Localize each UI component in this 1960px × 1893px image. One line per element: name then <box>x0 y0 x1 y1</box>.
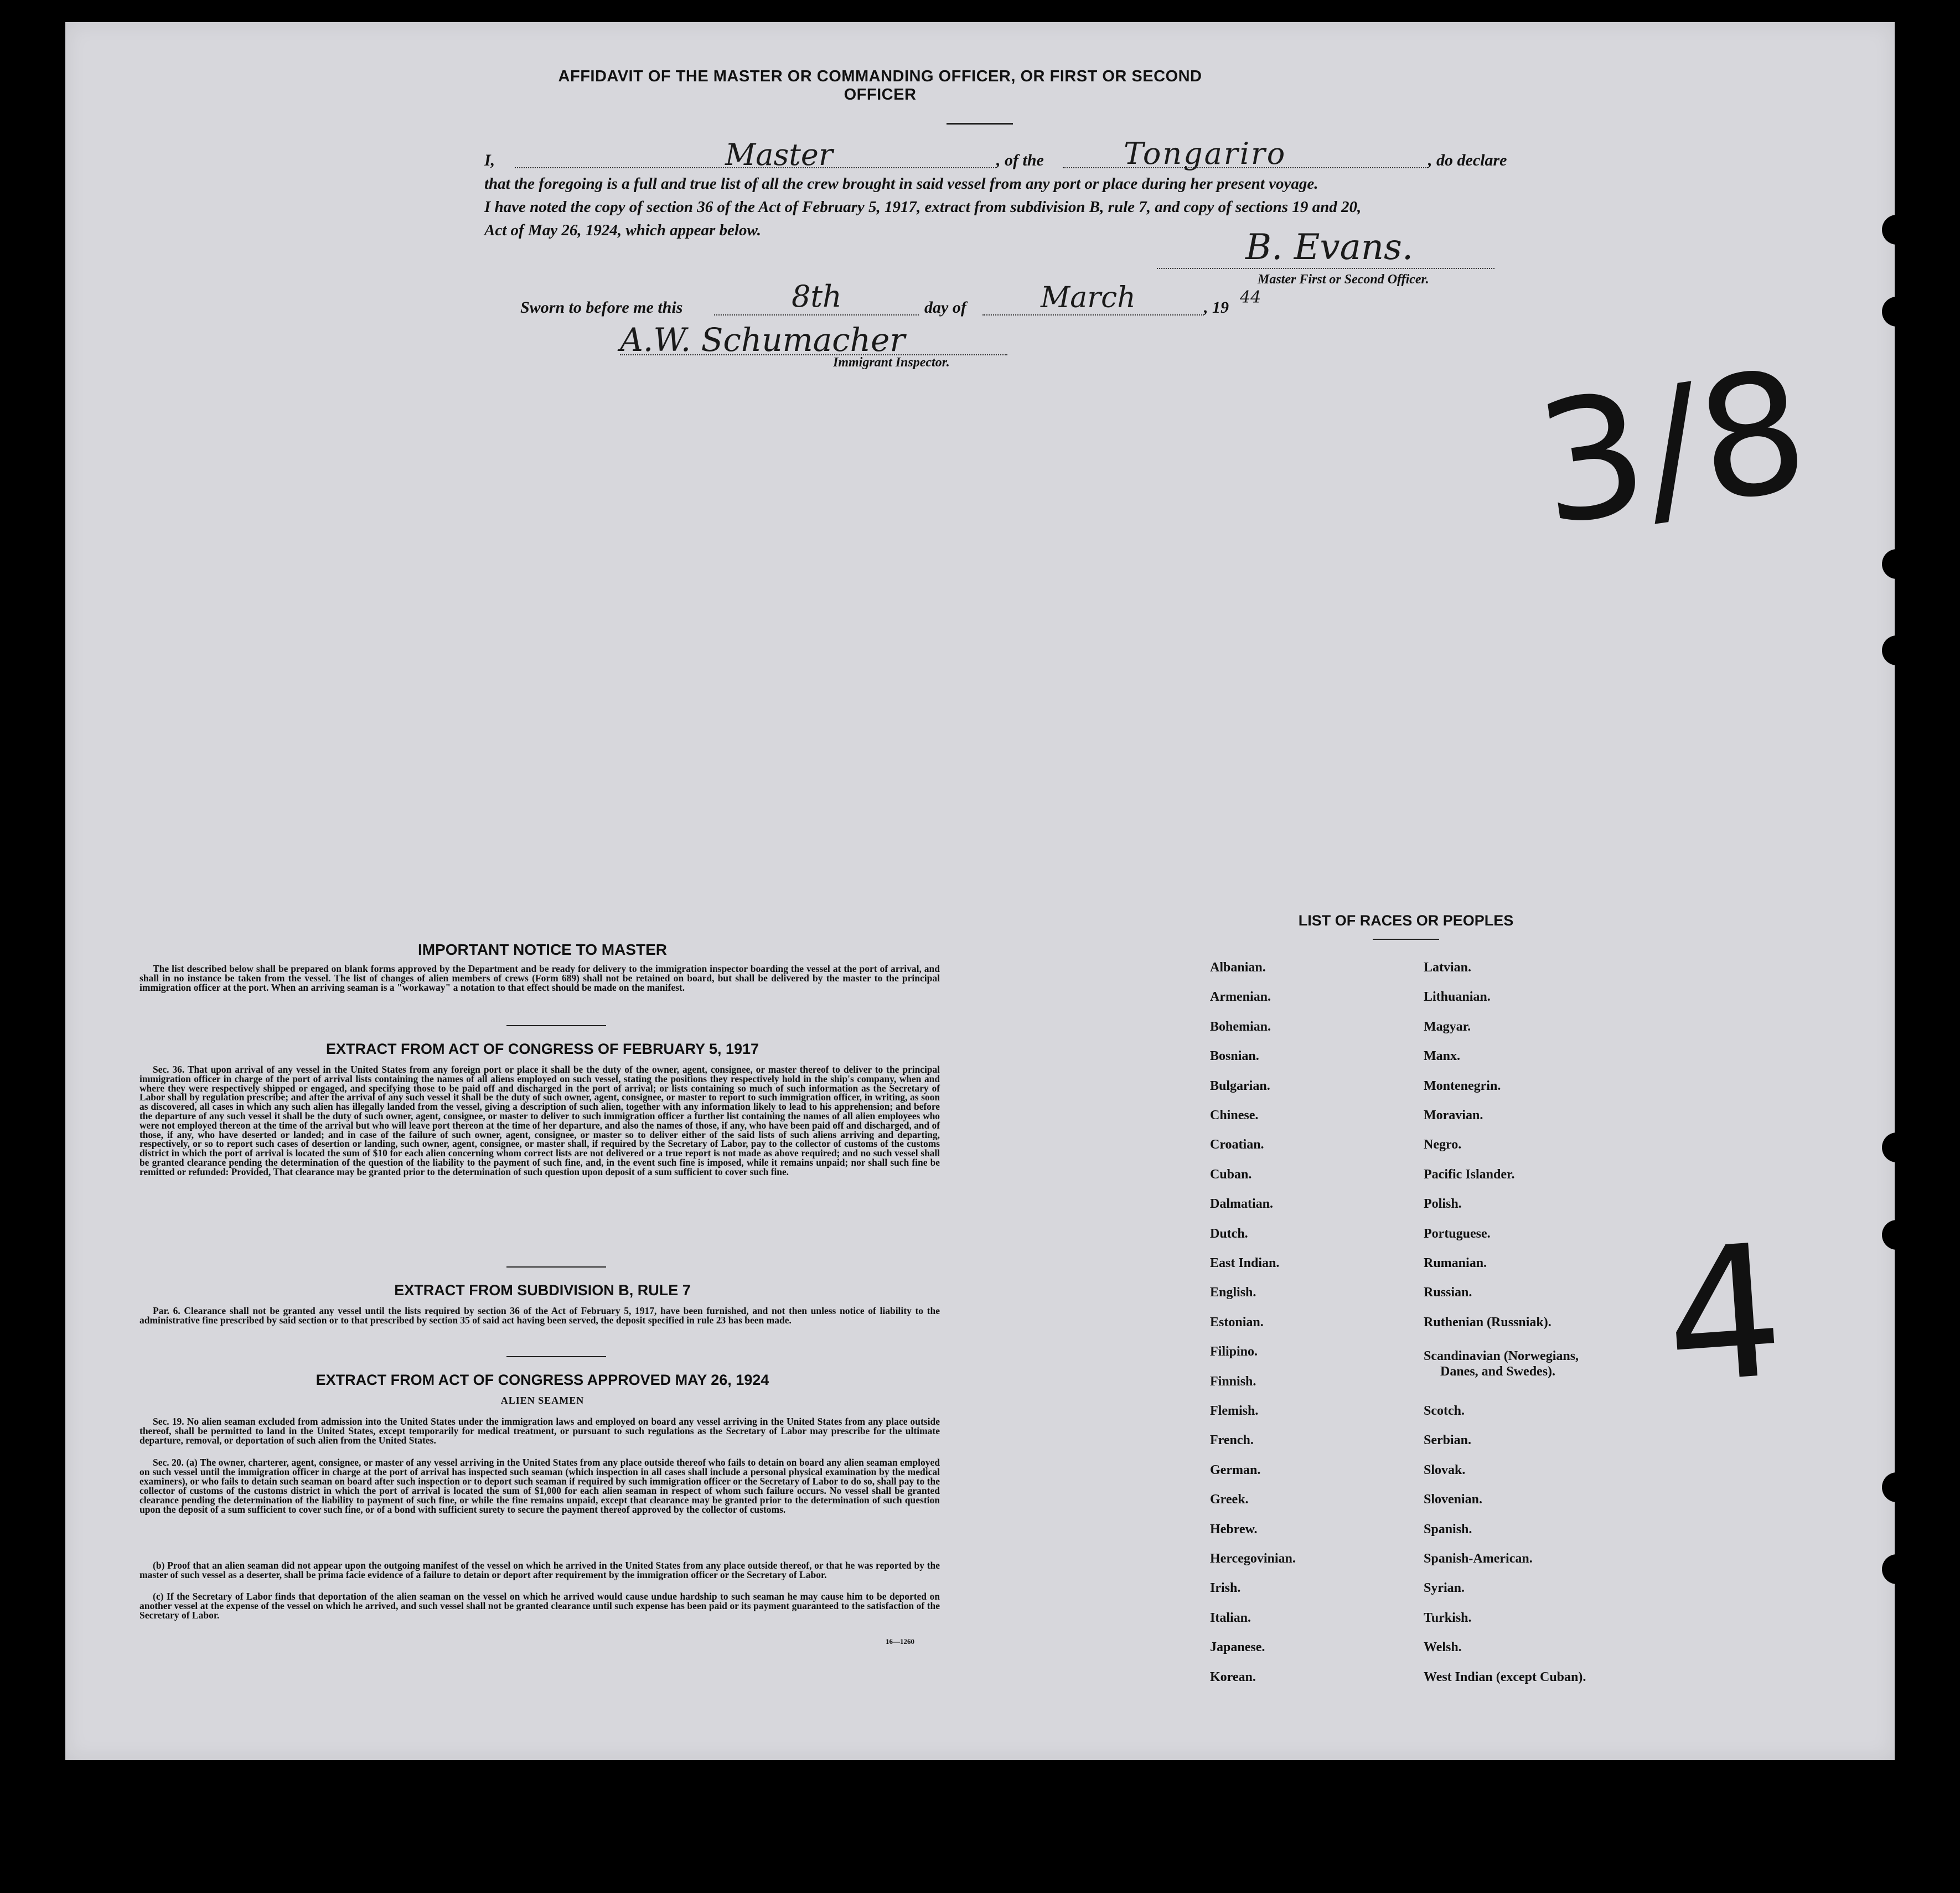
races-divider <box>1373 939 1439 940</box>
sworn-year: 44 <box>1240 288 1261 307</box>
title-divider <box>947 123 1013 125</box>
sworn-year-prefix: , 19 <box>1204 298 1229 317</box>
race-item: Estonian. <box>1210 1315 1264 1330</box>
affidavit-title: AFFIDAVIT OF THE MASTER OR COMMANDING OFFICER, OR FIRST OR SECOND OFFICER <box>558 68 1202 104</box>
officer-signature-line <box>1157 268 1494 269</box>
race-item: Spanish-American. <box>1424 1551 1533 1566</box>
race-item: Spanish. <box>1424 1522 1472 1537</box>
race-item: Danes, and Swedes). <box>1440 1364 1556 1379</box>
race-item: Scandinavian (Norwegians, <box>1424 1349 1579 1364</box>
extract-1924-sec20c: (c) If the Secretary of Labor finds that deportation of the alien seaman on the vessel on which he arrived would cause undue hardship to such seaman he may cause him to be deported on another vessel at the expense of the vessel on which he arrived, and such vessel shall not be granted clearance until such expense has been paid or its payment guaranteed to the satisfaction of the Secretary of Labor. <box>139 1591 940 1621</box>
race-item: Cuban. <box>1210 1167 1252 1182</box>
race-item: Serbian. <box>1424 1433 1472 1448</box>
affidavit-line-1-suffix: , do declare <box>1428 151 1507 169</box>
race-item: English. <box>1210 1285 1256 1300</box>
race-item: Welsh. <box>1424 1640 1462 1655</box>
affidavit-line-2: that the foregoing is a full and true list of all the crew brought in said vessel from any port or place during her present voyage. <box>484 175 1318 193</box>
extract-1917-title: EXTRACT FROM ACT OF CONGRESS OF FEBRUARY 5, 1917 <box>325 1041 759 1057</box>
race-item: Portuguese. <box>1424 1226 1491 1241</box>
section-divider <box>506 1356 606 1357</box>
race-item: French. <box>1210 1433 1254 1448</box>
race-item: Dalmatian. <box>1210 1197 1273 1212</box>
sworn-prefix: Sworn to before me this <box>520 298 683 317</box>
extract-1924-title: EXTRACT FROM ACT OF CONGRESS APPROVED MAY 26, 1924 <box>316 1372 769 1388</box>
race-item: Finnish. <box>1210 1374 1256 1389</box>
race-item: East Indian. <box>1210 1256 1280 1270</box>
race-item: Irish. <box>1210 1581 1241 1596</box>
race-item: Ruthenian (Russniak). <box>1424 1315 1552 1330</box>
extract-rule7-title: EXTRACT FROM SUBDIVISION B, RULE 7 <box>394 1282 691 1299</box>
officer-caption: Master First or Second Officer. <box>1258 272 1429 287</box>
race-item: Albanian. <box>1210 960 1266 975</box>
race-item: Slovenian. <box>1424 1492 1483 1507</box>
form-code: 16—1260 <box>886 1637 914 1646</box>
binder-hole <box>1882 215 1912 245</box>
race-item: Korean. <box>1210 1669 1256 1684</box>
race-item: Syrian. <box>1424 1581 1465 1596</box>
race-item: Bosnian. <box>1210 1049 1259 1064</box>
officer-signature: B. Evans. <box>1245 227 1414 268</box>
binder-hole <box>1882 297 1912 327</box>
races-title: LIST OF RACES OR PEOPLES <box>1298 912 1514 929</box>
master-handwritten: Master <box>725 137 833 172</box>
race-item: Moravian. <box>1424 1108 1483 1123</box>
race-item: Scotch. <box>1424 1404 1465 1418</box>
race-item: Polish. <box>1424 1197 1462 1212</box>
race-item: Latvian. <box>1424 960 1472 975</box>
race-item: Dutch. <box>1210 1226 1248 1241</box>
race-item: Turkish. <box>1424 1610 1472 1625</box>
binder-hole <box>1882 635 1912 665</box>
race-item: German. <box>1210 1462 1261 1477</box>
extract-1917-text: Sec. 36. That upon arrival of any vessel in the United States from any foreign port or place it shall be the duty of the owner, agent, consignee, or master thereof to deliver to the principal immigration officer in charge of the port of arrival lists containing the names of all aliens employed on such vessel, stating the positions they respectively hold in the ship's company, when and where they were respectively shipped or engaged, and specifying those to be paid off and discharged in the port of arrival; or lists containing so much of such information as the Secretary of Labor shall by regulation prescribe; and after the arrival of any such vessel it shall be the duty of such owner, agent, consignee, or master to report to such immigration officer, in writing, as soon as discovered, all cases in which any such alien has illegally landed from the vessel, giving a description of such alien, together with any information likely to lead to his apprehension; and before the departure of any such vessel it shall be the duty of such owner, agent, consignee, or master to deliver to such immigration officer a further list containing the names of all alien employees who were not employed thereon at the time of the arrival but who will leave port thereon at the time of her departure, and also the names of those, if any, who have been paid off and discharged, and of those, if any, who have deserted or landed; and in case of the failure of such owner, agent, consignee, or master so to deliver either of the said lists of such aliens arriving and departing, respectively, or so to report such cases of desertion or landing, such owner, agent, consignee, or master shall, if required by the Secretary of Labor, pay to the collector of customs of the customs district in which the port of arrival is located the sum of $10 for each alien concerning whom correct lists are not delivered or a true report is not made as above required; and no such vessel shall be granted clearance pending the determination of the question of the liability to the payment of such fine, and, in the event such fine is imposed, while it remains unpaid; nor shall such fine be remitted or refunded: Provided, That clearance may be granted prior to the determination of such question upon deposit of a sum sufficient to cover such fine. <box>139 1064 940 1177</box>
race-item: Lithuanian. <box>1424 990 1491 1005</box>
race-item: Hebrew. <box>1210 1522 1258 1537</box>
binder-hole <box>1882 1472 1912 1502</box>
sworn-mid: day of <box>924 298 966 317</box>
notice-text: The list described below shall be prepared on blank forms approved by the Department and be ready for delivery to the immigration inspector boarding the vessel at the port of arrival, and shall in no instance be taken from the vessel. The list of changes of alien members of crews (Form 689) shall not be retained on board, but shall be delivered by the master to the principal immigration officer at the port. When an arriving seaman is a "workaway" a notation to that effect should be made on the manifest. <box>139 963 940 993</box>
race-item: Japanese. <box>1210 1640 1265 1655</box>
race-item: Pacific Islander. <box>1424 1167 1515 1182</box>
handwritten-fraction: 3/8 <box>1526 334 1818 562</box>
race-item: Manx. <box>1424 1049 1460 1064</box>
race-item: Rumanian. <box>1424 1256 1487 1270</box>
race-item: Negro. <box>1424 1137 1462 1152</box>
race-item: Montenegrin. <box>1424 1078 1501 1093</box>
vessel-handwritten: Tongariro <box>1124 136 1287 171</box>
affidavit-line-1-mid: , of the <box>996 151 1044 169</box>
affidavit-line-4: Act of May 26, 1924, which appear below. <box>484 221 761 239</box>
race-item: Bohemian. <box>1210 1019 1271 1034</box>
extract-rule7-text: Par. 6. Clearance shall not be granted any vessel until the lists required by section 36 of the Act of February 5, 1917, have been furnished, and not then unless notice of liability to the administrative fine prescribed by said section or to that prescribed by section 35 of said act having been served, the deposit specified in rule 23 has been made. <box>139 1305 940 1326</box>
sworn-day-line <box>714 314 919 316</box>
extract-1924-sec20a: Sec. 20. (a) The owner, charterer, agent, consignee, or master of any vessel arriving in the United States from any place outside thereof who fails to detain on board any alien seaman employed on such vessel until the immigration officer in charge at the port of arrival has inspected such seaman (which inspection in all cases shall include a personal physical examination by the medical examiners), or who fails to detain such seaman on board after such inspection or to deport such seaman if required by such immigration officer or the Secretary of Labor to do so, shall pay to the collector of customs of the customs district in which the port of arrival is located the sum of $1,000 for each alien seaman in respect of whom such failure occurs. No vessel shall be granted clearance pending the determination of the liability to payment of such fine, or while the fine remains unpaid, except that clearance may be granted prior to the determination of such question upon the deposit of a sum sufficient to cover such fine, or of a bond with sufficient surety to secure the payment thereof approved by the collector of customs. <box>139 1457 940 1515</box>
race-item: Filipino. <box>1210 1344 1258 1359</box>
race-item: Chinese. <box>1210 1108 1259 1123</box>
binder-hole <box>1882 1132 1912 1162</box>
extract-1924-sec20b: (b) Proof that an alien seaman did not appear upon the outgoing manifest of the vessel on which he arrived in the United States from any place outside thereof, or that he was reported by the master of such vessel as a deserter, shall be prima facie evidence of a failure to detain or deport after requirement by the immigration officer or the Secretary of Labor. <box>139 1560 940 1580</box>
race-item: Greek. <box>1210 1492 1249 1507</box>
race-item: Russian. <box>1424 1285 1472 1300</box>
inspector-signature: A.W. Schumacher <box>620 321 906 359</box>
binder-hole <box>1882 549 1912 579</box>
handwritten-page-number: 4 <box>1658 1204 1790 1425</box>
sworn-day: 8th <box>792 279 842 314</box>
notice-title: IMPORTANT NOTICE TO MASTER <box>417 941 668 958</box>
sworn-month-line <box>982 314 1204 316</box>
extract-1924-sec19: Sec. 19. No alien seaman excluded from admission into the United States under the immigration laws and employed on board any vessel arriving in the United States from any place outside thereof, shall be permitted to land in the United States, except temporarily for medical treatment, or pursuant to such regulations as the Secretary of Labor may prescribe for the ultimate departure, removal, or deportation of such alien from the United States. <box>139 1416 940 1446</box>
affidavit-line-3: I have noted the copy of section 36 of the Act of February 5, 1917, extract from subdivision B, rule 7, and copy of sections 19 and 20, <box>484 198 1362 216</box>
sworn-month: March <box>1041 281 1136 314</box>
race-item: Bulgarian. <box>1210 1078 1270 1093</box>
section-divider <box>506 1266 606 1268</box>
race-item: Italian. <box>1210 1610 1251 1625</box>
race-item: Hercegovinian. <box>1210 1551 1296 1566</box>
affidavit-line-1-prefix: I, <box>484 151 495 169</box>
race-item: Armenian. <box>1210 990 1271 1005</box>
race-item: West Indian (except Cuban). <box>1424 1669 1586 1684</box>
binder-hole <box>1882 1554 1912 1584</box>
race-item: Croatian. <box>1210 1137 1264 1152</box>
binder-hole <box>1882 1220 1912 1250</box>
extract-1924-subtitle: ALIEN SEAMEN <box>500 1395 585 1406</box>
section-divider <box>506 1025 606 1026</box>
race-item: Flemish. <box>1210 1404 1259 1418</box>
inspector-caption: Immigrant Inspector. <box>833 355 950 370</box>
race-item: Magyar. <box>1424 1019 1471 1034</box>
race-item: Slovak. <box>1424 1462 1466 1477</box>
